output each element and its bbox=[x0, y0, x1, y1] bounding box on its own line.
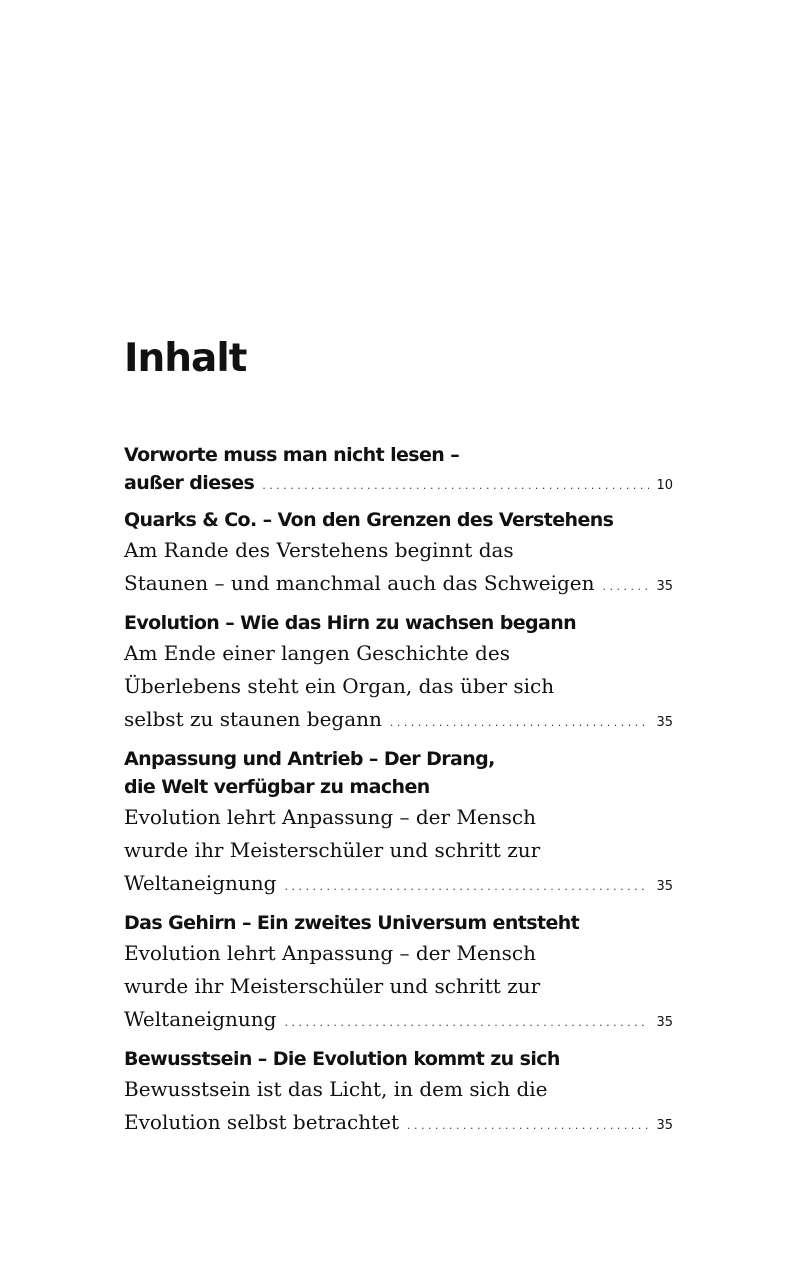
heading-line: Quarks & Co. – Von den Grenzen des Verstehens bbox=[124, 509, 614, 531]
toc-entry-heading bbox=[124, 909, 673, 937]
toc-entry-leader-line bbox=[124, 1106, 673, 1142]
description-line: Weltaneignung bbox=[124, 1007, 277, 1031]
toc-entry[interactable] bbox=[124, 1045, 673, 1142]
heading-line: Vorworte muss man nicht lesen – bbox=[124, 444, 460, 466]
toc-entry-leader-line bbox=[124, 469, 673, 500]
toc-entry[interactable] bbox=[124, 506, 673, 603]
toc-entry-heading bbox=[124, 441, 673, 500]
page-number: 35 bbox=[656, 1015, 673, 1030]
toc-entry-heading bbox=[124, 506, 673, 534]
description-line: selbst zu staunen begann bbox=[124, 707, 382, 731]
toc-entry-leader-line bbox=[124, 703, 673, 739]
description-line: Weltaneignung bbox=[124, 871, 277, 895]
toc-entry[interactable] bbox=[124, 745, 673, 903]
page-number: 10 bbox=[656, 478, 673, 493]
toc-entry[interactable] bbox=[124, 609, 673, 739]
description-line: Evolution selbst betrachtet bbox=[124, 1110, 400, 1134]
book-page bbox=[124, 0, 673, 1270]
table-of-contents bbox=[124, 441, 673, 1148]
heading-line: außer dieses bbox=[124, 472, 255, 494]
dot-leader bbox=[262, 472, 649, 500]
toc-entry-leader-line bbox=[124, 1003, 673, 1039]
heading-line: Bewusstsein – Die Evolution kommt zu sich bbox=[124, 1048, 560, 1070]
toc-entry-heading bbox=[124, 745, 673, 801]
page-number: 35 bbox=[656, 1118, 673, 1133]
page-number: 35 bbox=[656, 715, 673, 730]
toc-entry-description bbox=[124, 534, 673, 603]
heading-line: Das Gehirn – Ein zweites Universum entsteht bbox=[124, 912, 580, 934]
description-line: Staunen – und manchmal auch das Schweigen bbox=[124, 571, 595, 595]
toc-entry-leader-line bbox=[124, 567, 673, 603]
toc-entry-description bbox=[124, 1073, 673, 1142]
description-line: Evolution lehrt Anpassung – der Mensch bbox=[124, 941, 536, 965]
page-number: 35 bbox=[656, 879, 673, 894]
page-number: 35 bbox=[656, 579, 673, 594]
description-line: wurde ihr Meisterschüler und schritt zur bbox=[124, 974, 541, 998]
heading-line: Anpassung und Antrieb – Der Drang, bbox=[124, 748, 495, 770]
dot-leader bbox=[284, 870, 649, 903]
dot-leader bbox=[603, 570, 649, 603]
toc-entry-description bbox=[124, 801, 673, 903]
description-line: Überlebens steht ein Organ, das über sich bbox=[124, 674, 555, 698]
toc-entry[interactable] bbox=[124, 909, 673, 1039]
toc-entry[interactable] bbox=[124, 441, 673, 500]
description-line: Evolution lehrt Anpassung – der Mensch bbox=[124, 805, 536, 829]
dot-leader bbox=[284, 1006, 649, 1039]
description-line: Am Rande des Verstehens beginnt das bbox=[124, 538, 514, 562]
toc-entry-heading bbox=[124, 609, 673, 637]
page-title: Inhalt bbox=[124, 336, 247, 381]
toc-entry-description bbox=[124, 937, 673, 1039]
description-line: wurde ihr Meisterschüler und schritt zur bbox=[124, 838, 541, 862]
toc-entry-leader-line bbox=[124, 867, 673, 903]
toc-entry-description bbox=[124, 637, 673, 739]
toc-entry-heading bbox=[124, 1045, 673, 1073]
dot-leader bbox=[407, 1109, 649, 1142]
description-line: Am Ende einer langen Geschichte des bbox=[124, 641, 510, 665]
dot-leader bbox=[390, 706, 649, 739]
description-line: Bewusstsein ist das Licht, in dem sich die bbox=[124, 1077, 548, 1101]
heading-line: die Welt verfügbar zu machen bbox=[124, 776, 430, 798]
heading-line: Evolution – Wie das Hirn zu wachsen begann bbox=[124, 612, 577, 634]
